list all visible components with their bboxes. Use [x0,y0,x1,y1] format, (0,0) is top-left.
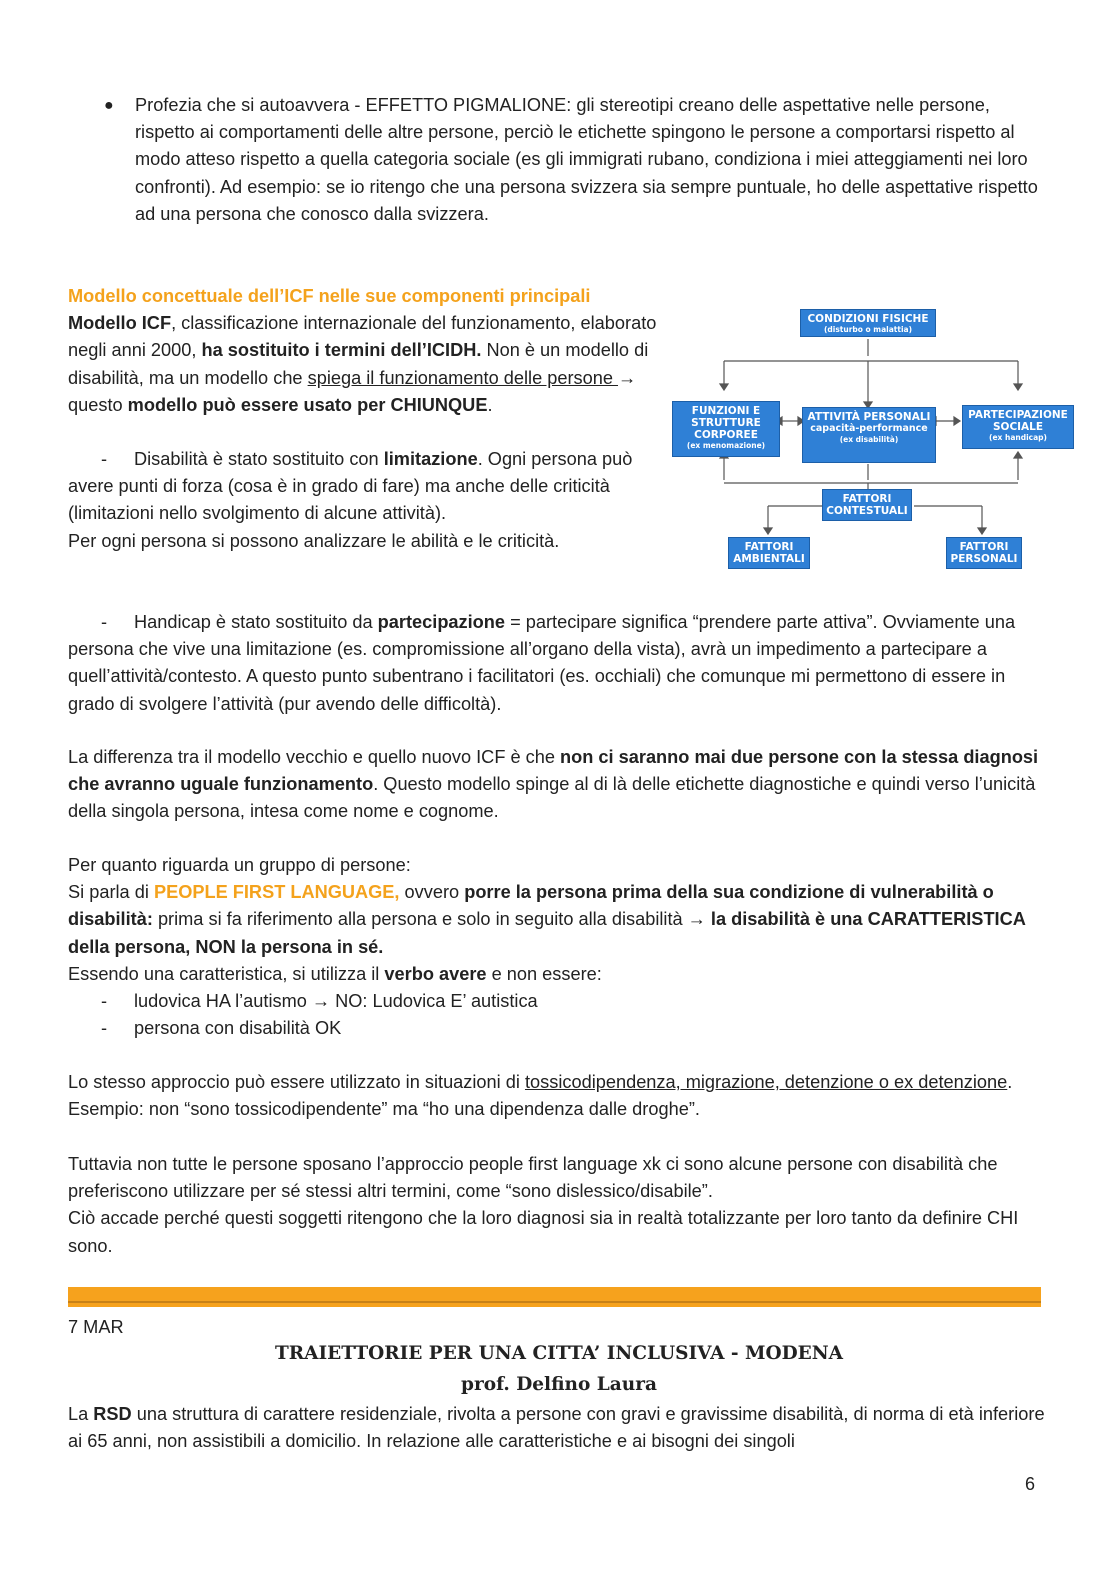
icf-paragraph [68,310,668,419]
dash-marker: - [101,449,108,470]
text: . Questo modello spinge al di là delle etichette diagnostiche e quindi verso l’unicità della singola persona, intesa come nome e cognome. [68,774,1036,822]
page-number: 6 [1025,1474,1036,1494]
box-label: FATTORI AMBIENTALI [733,541,805,565]
box-attivita-personali [802,407,936,463]
dash-marker: - [101,612,108,632]
dash-marker: - [101,1018,108,1039]
text: Si parla di [68,882,154,903]
text: Disabilità è stato sostituito con [134,449,384,470]
section-heading: Modello concettuale dell’ICF nelle sue componenti principali [68,286,591,306]
underlined-text: tossicodipendenza, migrazione, detenzione o ex detenzione [524,1072,1008,1092]
bold-text: verbo avere [384,963,487,984]
highlight-text: PEOPLE FIRST LANGUAGE, [153,882,400,903]
box-label: FATTORI PERSONALI [950,541,1018,565]
box-sublabel: (disturbo o malattia) [823,325,913,334]
box-label: PARTECIPAZIONE SOCIALE [968,409,1068,433]
box-label: FATTORI CONTESTUALI [826,493,908,517]
text: → questo [68,367,637,415]
rsd-paragraph [68,1401,1050,1455]
text: una struttura di carattere residenziale, rivolta a persone con gravi e gravissime disabilità, di norma di età inferiore ai 65 anni, non assistibili a domicilio. In relazione alle caratteristiche e ai bisogni dei singoli [68,1404,1045,1452]
bold-text: Modello ICF [68,313,172,334]
box-partecipazione-sociale [962,405,1074,449]
verbo-line [68,961,1050,988]
bold-text: porre la persona prima della sua condizione di vulnerabilità o disabilità: [68,882,994,930]
text: Essendo una caratteristica, si utilizza il [68,963,385,984]
dash-item-limitazione [68,446,668,528]
text: . Esempio: non “sono tossicodipendente” ma “ho una dipendenza dalle droghe”. [68,1072,1013,1120]
text: Handicap è stato sostituito da [134,612,378,632]
approach-paragraph [68,1069,1050,1123]
box-label: ATTIVITÀ PERSONALI [807,411,931,423]
box-fattori-personali [946,537,1022,569]
bold-text: modello può essere usato per CHIUNQUE [127,394,488,415]
bullet-text: Profezia che si autoavvera - EFFETTO PIGMALIONE: gli stereotipi creano delle aspettative nelle persone, rispetto ai comportamenti delle altre persone, perciò le etichette spingono le persone a comportarsi rispetto al modo atteso rispetto a quella categoria sociale (es gli immigrati rubano, condiziona i miei atteggiamenti nei loro confronti). Ad esempio: se io ritengo che una persona svizzera sia sempre puntuale, ho delle aspettative rispetto ad una persona che conosco dalla svizzera. [135,95,1038,224]
text: ludovica HA l’autismo → NO: Ludovica E’ autistica [134,991,538,1012]
text: La [68,1404,94,1424]
bold-text: RSD [93,1404,132,1424]
box-label: CONDIZIONI FISICHE [807,313,929,325]
dash-marker: - [101,991,108,1012]
icf-section-text [68,283,668,555]
lesson-title: TRAIETTORIE PER UNA CITTA’ INCLUSIVA - MODENA [274,1343,844,1364]
bold-text: la disabilità è una CARATTERISTICA della persona, NON la persona in sé. [68,909,1026,957]
text: Non è un modello di disabilità, ma un modello che [68,340,649,388]
text: prima si fa riferimento alla persona e solo in seguito alla disabilità → [152,909,711,930]
list-item [68,988,1050,1015]
icf-paragraph-2: Per ogni persona si possono analizzare le abilità e le criticità. [68,530,560,551]
text: e non essere: [486,963,602,984]
lesson-date: 7 MAR [68,1317,124,1337]
underlined-text: spiega il funzionamento delle persone [307,367,619,388]
text: La differenza tra il modello vecchio e quello nuovo ICF è che [68,747,561,767]
box-condizioni-fisiche [800,309,936,337]
text: Per quanto riguarda un gruppo di persone: [68,855,411,875]
box-sublabel: (ex disabilità) [839,435,899,444]
text: persona con disabilità OK [134,1018,342,1039]
bold-text: ha sostituito i termini dell’ICIDH. [201,340,482,361]
section-divider [68,1287,1041,1307]
box-sublabel: (ex handicap) [989,433,1047,442]
text: = partecipare significa “prendere parte attiva”. Ovviamente una persona che vive una limitazione (es. compromissione all’organo della vista), avrà un impedimento a partecipare a quell’attività/contesto. A questo punto subentrano i facilitatori (es. occhiali) che comunque mi permettono di essere in grado di svolgere l’attività (pur avendo delle difficoltà). [68,612,1016,714]
box-sublabel: capacità-performance [810,423,928,434]
box-label: FUNZIONI E STRUTTURE CORPOREE [691,405,761,441]
people-first-paragraph [68,852,1050,1042]
bullet-dot-icon: ● [104,97,114,114]
however-paragraph [68,1151,1050,1260]
bold-text: limitazione [383,449,478,470]
text: Lo stesso approccio può essere utilizzato in situazioni di [68,1072,525,1092]
bold-text: non ci saranno mai due persone con la stessa diagnosi che avranno uguale funzionamento [68,747,1039,795]
dash-item-partecipazione [68,609,1050,718]
people-first-text [68,879,1050,961]
text: . [487,394,493,415]
lesson-professor: prof. Delfino Laura [461,1374,657,1395]
section-divider-line [68,1301,1041,1303]
bold-text: partecipazione [377,612,506,632]
text: Tuttavia non tutte le persone sposano l’approccio people first language xk ci sono alcune persone con disabilità che preferiscono utilizzare per sé stessi altri termini, come “sono dislessico/disabile”. [68,1154,998,1202]
box-fattori-ambientali [728,537,810,569]
text: Ciò accade perché questi soggetti ritengono che la loro diagnosi sia in realtà totalizzante per loro tanto da definire CHI sono. [68,1208,1019,1256]
difference-paragraph [68,744,1050,826]
text: ovvero [399,882,465,903]
text: . Ogni persona può avere punti di forza (cosa è in grado di fare) ma anche delle criticità (limitazioni nello svolgimento di alcune attività). [68,449,633,524]
text: , classificazione internazionale del funzionamento, elaborato negli anni 2000, [68,313,657,361]
box-sublabel: (ex menomazione) [686,441,766,450]
box-funzioni-strutture [672,401,780,457]
list-item [68,1015,1050,1042]
box-fattori-contestuali [822,489,912,521]
